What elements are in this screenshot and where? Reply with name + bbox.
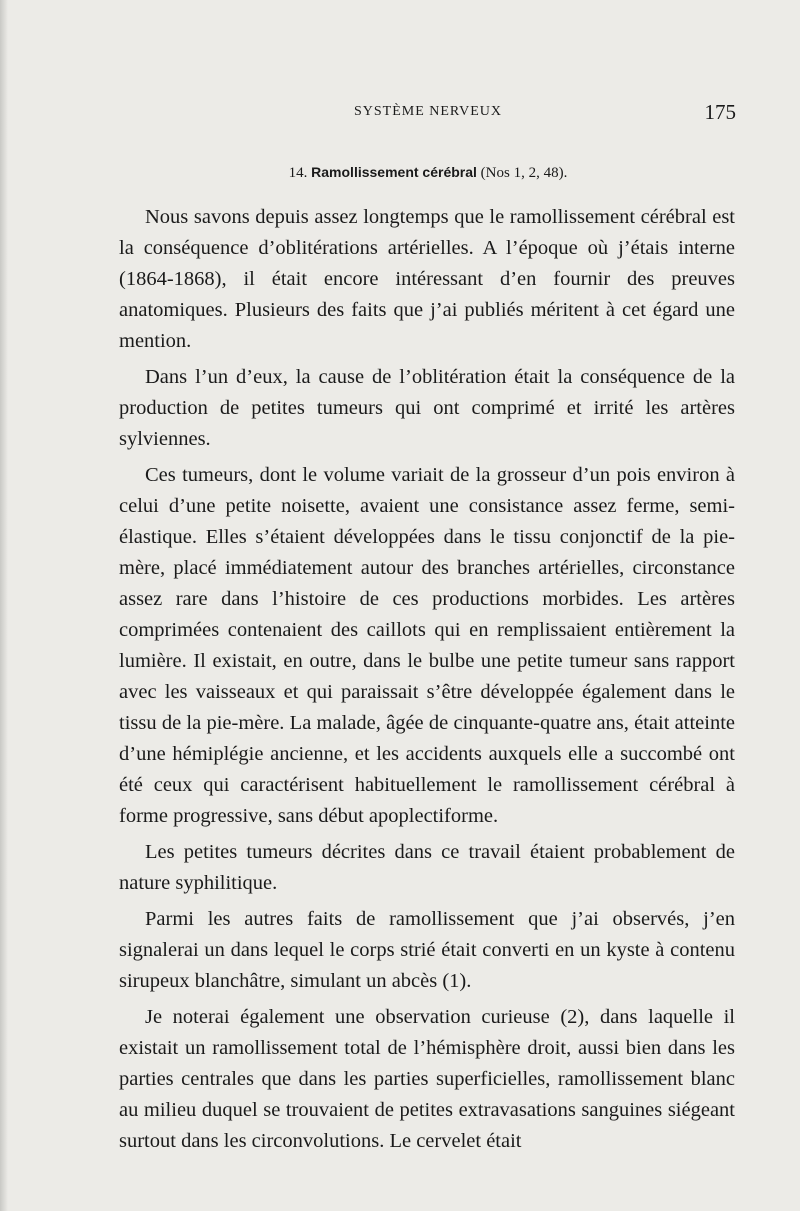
section-references: (Nos 1, 2, 48). [480, 165, 568, 181]
section-heading [120, 164, 736, 182]
page-edge-shadow [0, 0, 8, 1211]
paragraph: Nous savons depuis assez longtemps que le ramollissement cérébral est la conséquence d’oblitérations artérielles. A l’époque où j’étais interne (1864-1868), il était encore intéressant d’en fournir des preuves anatomiques. Plusieurs des faits que j’ai publiés méritent à cet égard une mention. [119, 206, 735, 352]
paragraph: Les petites tumeurs décrites dans ce travail étaient probablement de nature syphilitique. [119, 841, 735, 894]
paragraph: Dans l’un d’eux, la cause de l’oblitération était la conséquence de la production de petites tumeurs qui ont comprimé et irrité les artères sylviennes. [119, 366, 735, 450]
body-text [119, 202, 735, 1162]
paragraph: Parmi les autres faits de ramollissement que j’ai observés, j’en signalerai un dans lequel le corps strié était converti en un kyste à contenu sirupeux blanchâtre, simulant un abcès (1). [119, 908, 735, 992]
running-header [120, 100, 736, 128]
page-number: 175 [704, 100, 736, 124]
paragraph: Je noterai également une observation curieuse (2), dans laquelle il existait un ramollissement total de l’hémisphère droit, aussi bien dans les parties centrales que dans les parties superficielles, ramollissement blanc au milieu duquel se trouvaient de petites extravasations sanguines siégeant surtout dans les circonvolutions. Le cervelet était [119, 1006, 735, 1152]
running-title: SYSTÈME NERVEUX [353, 104, 503, 119]
paragraph: Ces tumeurs, dont le volume variait de la grosseur d’un pois environ à celui d’une petite noisette, avaient une consistance assez ferme, semi-élastique. Elles s’étaient développées dans le tissu conjonctif de la pie-mère, placé immédiatement autour des branches artérielles, circonstance assez rare dans l’histoire de ces productions morbides. Les artères comprimées contenaient des caillots qui en remplissaient entièrement la lumière. Il existait, en outre, dans le bulbe une petite tumeur sans rapport avec les vaisseaux et qui paraissait s’être développée également dans le tissu de la pie-mère. La malade, âgée de cinquante-quatre ans, était atteinte d’une hémiplégie ancienne, et les accidents auxquels elle a succombé ont été ceux qui caractérisent habituellement le ramollissement cérébral à forme progressive, sans début apoplectiforme. [119, 464, 735, 827]
section-number: 14. [288, 165, 308, 181]
section-title: Ramollissement cérébral [311, 164, 477, 180]
